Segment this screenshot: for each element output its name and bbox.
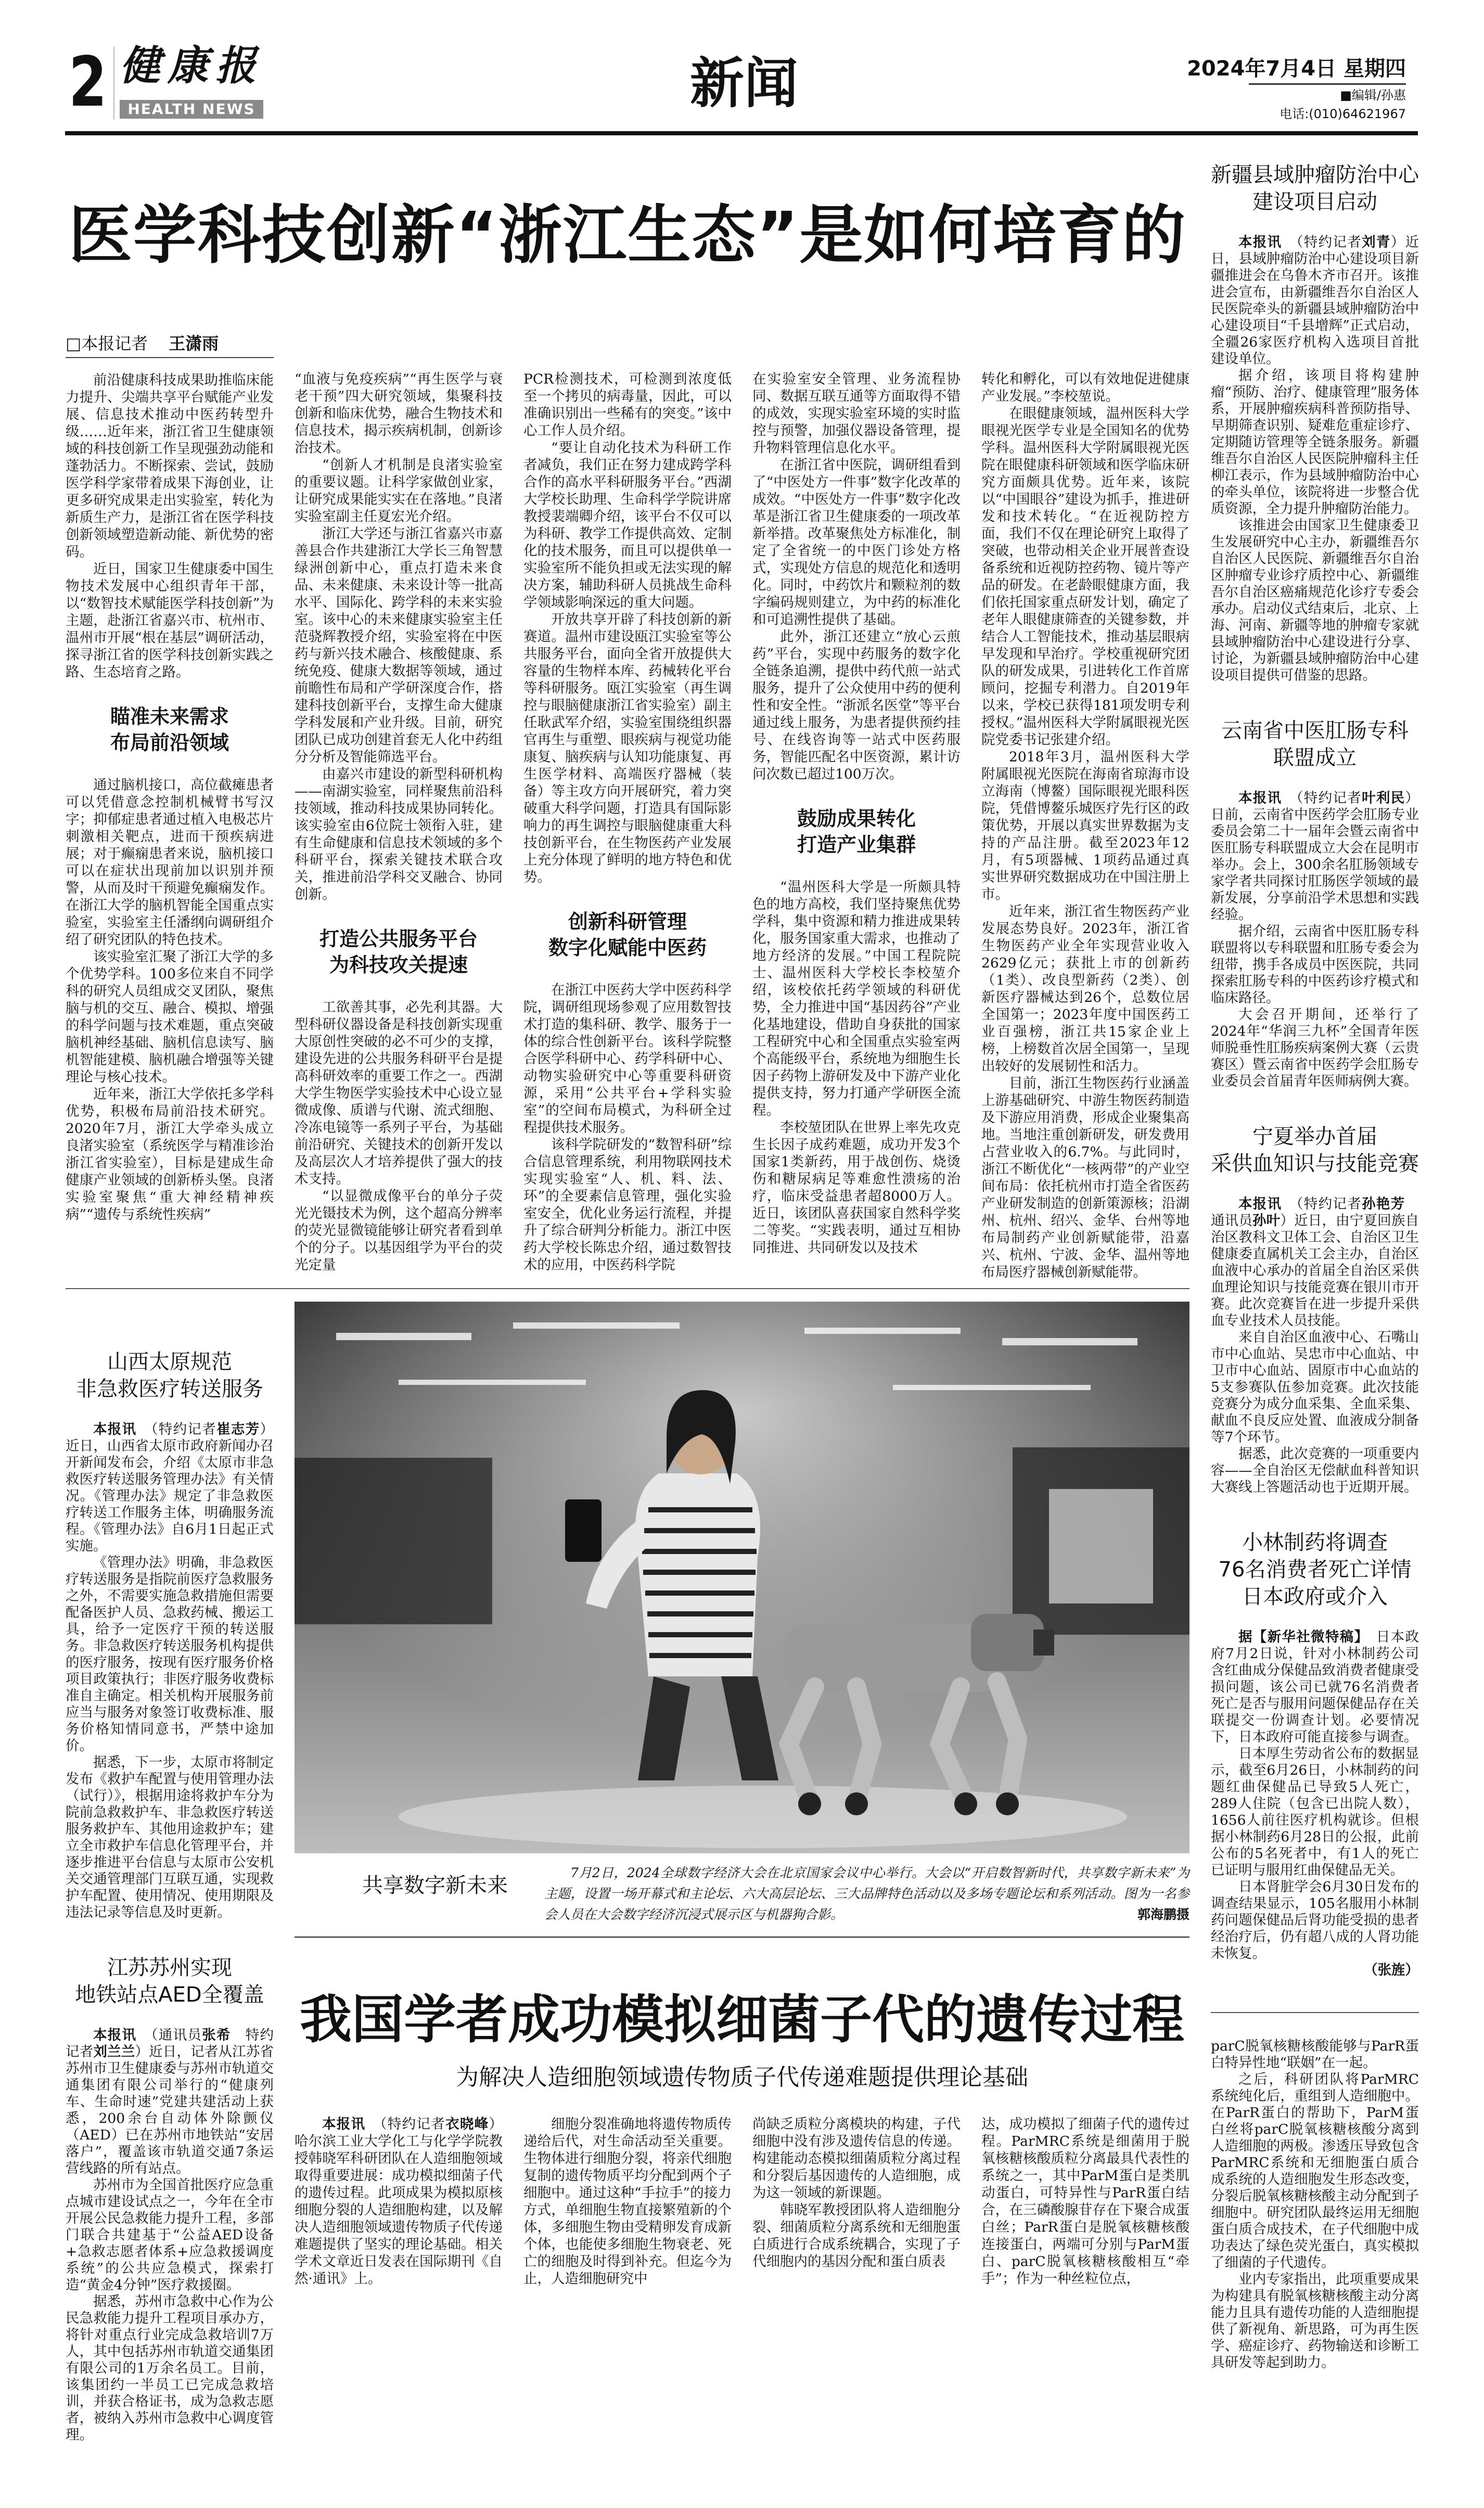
news-brief bbox=[1211, 1529, 1419, 1979]
brief-headline-line: 建设项目启动 bbox=[1252, 190, 1377, 214]
main-article-divider bbox=[66, 1288, 1189, 1289]
news-brief bbox=[1211, 1123, 1419, 1496]
bottom-article-subheadline: 为解决人造细胞领域遗传物质子代传递难题提供理论基础 bbox=[456, 2064, 1028, 2091]
brief-headline-line: 地铁站点AED全覆盖 bbox=[75, 1983, 264, 2007]
brief-headline-line: 小林制药将调查 bbox=[1242, 1531, 1388, 1555]
photo-caption-row bbox=[295, 1863, 1189, 1925]
lead-paragraph bbox=[1211, 1629, 1419, 1746]
paragraph: 《管理办法》明确，非急救医疗转送服务是指院前医疗急救服务之外，不需要实施急救措施但需要配备医护人员、急救药械、搬运工具，给予一定医疗干预的转送服务。非急救医疗转送服务机构提供的医疗服务，按现有医疗服务价格项目政策执行；非医疗服务收费标准自主确定。相关机构开展服务前应当与服务对象签订收费标准、服务价格知情同意书，严禁中途加价。 bbox=[66, 1555, 274, 1754]
news-brief bbox=[66, 1954, 274, 2443]
subheading-line: 创新科研管理 bbox=[568, 910, 687, 933]
bottom-article-column bbox=[295, 2116, 503, 2287]
paragraph: 据介绍，云南省中医肛肠专科联盟将以专科联盟和肛肠专委会为纽带，携手各成员中医医院，共同探索肛肠专科的中医药诊疗模式和临床路径。 bbox=[1211, 923, 1419, 1006]
brief-headline-line: 宁夏举办首届 bbox=[1252, 1125, 1377, 1149]
subheading-line: 瞄准未来需求 bbox=[110, 705, 229, 728]
lead-text: （通讯员 bbox=[136, 2027, 202, 2043]
dateline-bold: 叶利民 bbox=[1362, 790, 1405, 806]
dateline-bold: 据【新华社微特稿】 bbox=[1238, 1629, 1362, 1645]
brief-headline-line: 非急救医疗转送服务 bbox=[76, 1377, 263, 1401]
dateline-bold: 本报讯 bbox=[1238, 234, 1282, 250]
photo-caption bbox=[544, 1863, 1189, 1925]
paragraph: 韩晓军教授团队将人造细胞分裂、细菌质粒分离系统和无细胞蛋白质进行合成系统耦合，实现了子代细胞内的基因分配和蛋白质表 bbox=[752, 2201, 961, 2270]
dateline-bold: 本报讯 bbox=[1238, 790, 1282, 806]
continuation-divider bbox=[1211, 2012, 1419, 2013]
main-headline: 医学科技创新“浙江生态”是如何培育的 bbox=[68, 198, 1187, 272]
section-title: 新闻 bbox=[689, 52, 798, 115]
brief-headline-line: 新疆县域肿瘤防治中心 bbox=[1211, 163, 1419, 187]
dateline-bold: 刘兰兰 bbox=[93, 2044, 135, 2060]
paragraph: 来自自治区血液中心、石嘴山市中心血站、吴忠市中心血站、中卫市中心血站、固原市中心血站的5支参赛队伍参加竞赛。此次技能竞赛分为成分血采集、全血采集、献血不良反应处置、血液成分制备等7个环节。 bbox=[1211, 1329, 1419, 1445]
brief-headline bbox=[1211, 1123, 1419, 1177]
brief-headline-line: 联盟成立 bbox=[1273, 746, 1357, 770]
newspaper-logo: 健康报 bbox=[120, 42, 264, 90]
byline bbox=[66, 333, 274, 358]
left-column-briefs bbox=[66, 1348, 274, 2477]
editor-phone: 电话:(010)64621967 bbox=[1280, 107, 1406, 121]
paragraph: 浙江大学还与浙江省嘉兴市嘉善县合作共建浙江大学长三角智慧绿洲创新中心，重点打造未来食品、未来健康、未来设计等一批高水平、国际化、跨学科的未来实验室。该中心的未来健康实验室主任范骁辉教授介绍，实验室将在中医药与新兴技术融合、核酸健康、系统免疫、健康大数据等领域，通过前瞻性布局和产学研深度合作，搭建科技创新平台，支撑生命大健康学科发展和产业升级。目前，研究团队已成功创建首套无人化中药组分分析及智能筛选平台。 bbox=[295, 526, 503, 765]
brief-headline bbox=[1211, 717, 1419, 771]
bottom-article-column bbox=[523, 2116, 732, 2287]
paragraph: 该推进会由国家卫生健康委卫生发展研究中心主办，新疆维吾尔自治区人民医院、新疆维吾尔自治区肿瘤专业诊疗质控中心、新疆维吾尔自治区癌痛规范化诊疗专委会承办。启动仪式结束后，北京、上海、河南、新疆等地的肿瘤专家就县域肿瘤防治中心建设进行分享、讨论，为新疆县域肿瘤防治中心建设项目提供可借鉴的思路。 bbox=[1211, 517, 1419, 683]
date-underline bbox=[1249, 83, 1406, 85]
photo-caption-text: 7月2日，2024全球数字经济大会在北京国家会议中心举行。大会以“开启数智新时代，共享数字新未来”为主题，设置一场开幕式和主论坛、六大高层论坛、三大品牌特色活动以及多场专题论坛和系列活动。图为一名参会人员在大会数字经济沉浸式展示区与机器狗合影。 bbox=[544, 1865, 1189, 1922]
byline-name: 王潇雨 bbox=[169, 334, 219, 353]
paragraph: 日本肾脏学会6月30日发布的调查结果显示，105名服用小林制药问题保健品后肾功能受损的患者经治疗后，仍有超八成的人肾功能未恢复。 bbox=[1211, 1879, 1419, 1962]
paragraph: 尚缺乏质粒分离模块的构建，子代细胞中没有涉及遗传信息的传递。构建能动态模拟细菌质粒分离过程和分裂后基因遗传的人造细胞，成为这一领域的新课题。 bbox=[752, 2116, 961, 2201]
subheading-line: 为科技攻关提速 bbox=[329, 953, 468, 976]
lead-paragraph bbox=[1211, 234, 1419, 367]
main-article-column bbox=[66, 333, 274, 1223]
paragraph: “温州医科大学是一所颇具特色的地方高校，我们坚持聚焦优势学科，集中资源和精力推进成果转化，服务国家重大需求，也推动了地方经济的发展。”中国工程院院士、温州医科大学校长李校堃介绍，该校依托药学领域的科研优势，全力推进中国“基因药谷”产业化基地建设，借助自身获批的国家工程研究中心和全国重点实验室两个高能级平台，系统地为细胞生长因子药物上游研发及中下游产业化提供支持，努力打通产学研医全流程。 bbox=[752, 879, 961, 1118]
dateline-bold: 崔志芳 bbox=[216, 1421, 260, 1437]
lead-text: （特约记者 bbox=[1282, 790, 1362, 806]
brief-headline bbox=[66, 1348, 274, 1403]
dateline-bold: 衣晓峰 bbox=[445, 2116, 489, 2132]
bottom-article-body bbox=[295, 2116, 1189, 2287]
subheading-line: 数字化赋能中医药 bbox=[548, 936, 707, 959]
paragraph: “血液与免疫疾病”“再生医学与衰老干预”四大研究领域，集聚科技创新和临床优势，融合生物技术和信息技术，揭示疾病机制，创新诊治技术。 bbox=[295, 371, 503, 456]
brief-headline bbox=[1211, 1529, 1419, 1610]
paragraph: 此外，浙江还建立“放心云煎药”平台，实现中药服务的数字化全链条追溯，提供中药代煎一站式服务，提升了公众使用中药的便利性和安全性。“浙派名医堂”等平台通过线上服务，为患者提供预约挂号、在线咨询等一站式中医药服务，智能匹配名中医资源，累计访问次数已超过100万次。 bbox=[752, 629, 961, 782]
section-subheading bbox=[66, 704, 274, 756]
news-brief bbox=[1211, 717, 1419, 1090]
lead-paragraph bbox=[66, 2027, 274, 2177]
header-rule bbox=[65, 131, 1418, 135]
paragraph: 近日，国家卫生健康委中国生物技术发展中心组织青年干部，以“数智技术赋能医学科技创新”为主题，赴浙江省嘉兴市、杭州市、温州市开展“根在基层”调研活动，探寻浙江省的医学科技创新实践之路、生态培育之路。 bbox=[66, 561, 274, 680]
main-article-column bbox=[752, 371, 961, 1256]
brief-headline-line: 采供血知识与技能竞赛 bbox=[1211, 1152, 1419, 1176]
subheading-line: 布局前沿领域 bbox=[110, 731, 229, 754]
paragraph: parC脱氧核糖核酸能够与ParR蛋白特异性地“联姻”在一起。 bbox=[1211, 2038, 1419, 2071]
subheading-line: 鼓励成果转化 bbox=[797, 807, 916, 830]
paragraph: 在眼健康领域，温州医科大学眼视光医学专业是全国知名的优势学科。温州医科大学附属眼视光医院在眼健康科研领域和医学临床研究方面颇具优势。近年来，该院以“中国眼谷”建设为抓手，推进研发和技术转化。“在近视防控方面，我们不仅在理论研究上取得了突破，也带动相关企业开展普查设备系统和近视防控药物、镜片等产品的研发。在老龄眼健康方面，我们依托国家重点研发计划，确定了老年人眼健康筛查的关键参数，并结合人工智能技术，推动基层眼病早发现和早治疗。学校重视研究团队的研发成果，引进转化工作首席顾问，挖掘专利潜力。自2019年以来，学校已获得181项发明专利授权。”温州医科大学附属眼视光医院党委书记张建介绍。 bbox=[981, 405, 1189, 748]
paragraph: 2018年3月，温州医科大学附属眼视光医院在海南省琼海市设立海南（博鳌）国际眼视光眼科医院，凭借博鳌乐城医疗先行区的政策优势，开展以真实世界数据为支持的产品注册。截至2023年12月，有5项器械、1项药品通过真实世界研究数据成功在中国注册上市。 bbox=[981, 749, 1189, 902]
lead-text: ）近日，山西省太原市政府新闻办召开新闻发布会，介绍《太原市非急救医疗转送服务管理办法》有关情况。《管理办法》规定了非急救医疗转送工作服务主体，明确服务流程。《管理办法》自6月1日起正式实施。 bbox=[66, 1421, 274, 1554]
newspaper-logo-english: HEALTH NEWS bbox=[120, 100, 263, 119]
paragraph: 开放共享开辟了科技创新的新赛道。温州市建设瓯江实验室等公共服务平台，面向全省开放提供大容量的生物样本库、药械转化平台等科研服务。瓯江实验室（再生调控与眼脑健康浙江省实验室）副主任耿武军介绍，实验室围绕组织器官再生与重塑、眼疾病与视觉功能康复、脑疾病与认知功能康复、再生医学材料、高端医疗器械（装备）等主攻方向开展研究，着力突破重大科学问题，打造具有国际影响力的再生调控与眼脑健康重大科技创新平台，在生物医药产业发展上充分体现了鲜明的地方特色和优势。 bbox=[523, 612, 732, 885]
news-brief bbox=[1211, 161, 1419, 684]
right-column-briefs bbox=[1211, 161, 1419, 1979]
section-subheading bbox=[295, 926, 503, 978]
lead-text: （特约记者 bbox=[1282, 234, 1362, 250]
lead-text: ）日前，云南省中医药学会肛肠专业委员会第二十一届年会暨云南省中医肛肠专科联盟成立大会在昆明市举办。会上，300余名肛肠领域专家学者共同探讨肛肠医学领域的最新发展，分享前沿学术思想和实践经验。 bbox=[1211, 790, 1419, 923]
paragraph: 前沿健康科技成果助推临床能力提升、尖端共享平台赋能产业发展、信息技术推动中医药转型升级……近年来，浙江省卫生健康领域的科技创新工作呈现强劲动能和蓬勃活力。不断探索、尝试，鼓励医学科学家带着成果下海创业，让更多研究成果走出实验室，转化为新质生产力，是浙江省在医学科技创新领域塑造新动能、新优势的密码。 bbox=[66, 372, 274, 560]
paragraph: 转化和孵化，可以有效地促进健康产业发展。”李校堃说。 bbox=[981, 371, 1189, 404]
paragraph: 据悉，下一步，太原市将制定发布《救护车配置与使用管理办法（试行）》，根据用途将救护车分为院前急救救护车、非急救医疗转送服务救护车、其他用途救护车；建立全市救护车信息化管理平台，并逐步推进平台信息与太原市公安机关交通管理部门互联互通，实现救护车配置、使用情况、使用期限及违法记录等信息及时更新。 bbox=[66, 1754, 274, 1920]
paragraph: 通过脑机接口，高位截瘫患者可以凭借意念控制机械臂书写汉字；抑郁症患者通过植入电极芯片刺激相关靶点，进而干预疾病进展；对于癫痫患者来说，脑机接口可以在症状出现前加以识别并预警，从而及时干预避免癫痫发作。在浙江大学的脑机智能全国重点实验室，实验室主任潘纲向调研组介绍了研究团队的特色技术。 bbox=[66, 777, 274, 948]
photo-credit: 郭海鹏摄 bbox=[1137, 1907, 1189, 1922]
paragraph: 日本厚生劳动省公布的数据显示，截至6月26日，小林制药的问题红曲保健品已导致5人死亡，289人住院（包含已出院人数），1656人前往医疗机构就诊。但根据小林制药6月28日的公报，此前公布的5名死者中，有1人的死亡已证明与服用红曲保健品无关。 bbox=[1211, 1746, 1419, 1878]
lead-paragraph bbox=[295, 2116, 503, 2287]
lead-text: ）近日，记者从江苏省苏州市卫生健康委与苏州市轨道交通集团有限公司举行的“健康列车、生命时速”党建共建活动上获悉，200余台自动体外除颤仪（AED）已在苏州市地铁站“安居落户”，覆盖该市轨道交通7条运营线路的所有站点。 bbox=[66, 2044, 274, 2176]
lower-center-section bbox=[295, 1302, 1189, 2287]
news-brief bbox=[66, 1348, 274, 1921]
lead-paragraph bbox=[1211, 790, 1419, 923]
byline-label: □本报记者 bbox=[66, 334, 148, 353]
lead-text: 通讯员 bbox=[1211, 1196, 1419, 1229]
brief-headline-line: 江苏苏州实现 bbox=[107, 1956, 232, 1980]
logo-divider bbox=[113, 47, 114, 120]
dateline-bold: 本报讯 bbox=[93, 2027, 137, 2043]
lead-text: 特约记者 bbox=[66, 2027, 274, 2060]
dateline-bold: 孙叶 bbox=[1252, 1213, 1281, 1229]
dateline-bold: 本报讯 bbox=[322, 2116, 366, 2132]
dateline-bold: 本报讯 bbox=[93, 1421, 137, 1437]
dateline-bold: 孙艳芳 bbox=[1362, 1196, 1405, 1212]
dateline-bold: 刘青 bbox=[1362, 234, 1391, 250]
main-article-column bbox=[295, 371, 503, 1274]
paragraph: PCR检测技术，可检测到浓度低至一个拷贝的病毒量，因此，可以准确识别出一些稀有的突变。”该中心工作人员介绍。 bbox=[523, 371, 732, 439]
main-article-column bbox=[523, 371, 732, 1274]
paragraph: 业内专家指出，此项重要成果为构建具有脱氧核糖核酸主动分离能力且具有遗传功能的人造细胞提供了新视角、新思路，可为再生医学、癌症诊疗、药物输送和诊断工具研发等起到助力。 bbox=[1211, 2271, 1419, 2371]
section-subheading bbox=[523, 909, 732, 961]
brief-headline bbox=[66, 1954, 274, 2008]
dateline-bold: 张希 bbox=[202, 2027, 231, 2043]
paragraph: 目前，浙江生物医药行业涵盖上游基础研究、中游生物医药制造及下游应用消费，形成企业聚集高地。当地注重创新研发，研发费用占营业收入的6.7%。与此同时，浙江不断优化“一核两带”的产业空间布局：依托杭州市打造全省医药产业研发制造的创新策源核；沿湖州、杭州、绍兴、金华、台州等地布局制药产业创新赋能带，沿嘉兴、杭州、宁波、金华、温州等地布局医疗器械创新赋能带。 bbox=[981, 1075, 1189, 1280]
paragraph: 李校堃团队在世界上率先攻克生长因子成药难题，成功开发3个国家1类新药，用于战创伤、烧烫伤和糖尿病足等难愈性溃疡的治疗，临床受益患者超8000万人。近日，该团队喜获国家自然科学奖二等奖。“实践表明，通过互相协同推进、共同研发以及技术 bbox=[752, 1119, 961, 1256]
bottom-article-headline: 我国学者成功模拟细菌子代的遗传过程 bbox=[300, 1989, 1184, 2050]
brief-headline-line: 76名消费者死亡详情 bbox=[1218, 1558, 1412, 1582]
paragraph: 据悉，此次竞赛的一项重要内容——全自治区无偿献血科普知识大赛线上答题活动也于近期开展。 bbox=[1211, 1446, 1419, 1495]
main-article-column bbox=[981, 371, 1189, 1281]
paragraph: 在浙江中医药大学中医药科学院，调研组现场参观了应用数智技术打造的集科研、教学、服务于一体的综合性创新平台。该科学院整合医学科研中心、药学科研中心、动物实验研究中心等重要科研资源，采用“公共平台+学科实验室”的空间布局模式，为科研全过程提供技术服务。 bbox=[523, 982, 732, 1136]
main-article-body bbox=[66, 333, 1189, 1281]
paragraph: 达，成功模拟了细菌子代的遗传过程。ParMRC系统是细菌用于脱氧核糖核酸质粒分离最具代表性的系统之一，其中ParM蛋白是类肌动蛋白，可特异性与ParR蛋白结合，在三磷酸腺苷存在下聚合成蛋白丝；ParR蛋白是脱氧核糖核酸连接蛋白，两端可分别与ParM蛋白、parC脱氧核糖核酸相互“牵手”；作为一种丝粒位点， bbox=[981, 2116, 1189, 2287]
lead-text: （特约记者 bbox=[365, 2116, 446, 2132]
lead-text: ）近日，由宁夏回族自治区教科文卫体工会、自治区卫生健康委直属机关工会主办，自治区血液中心承办的首届全自治区采供血理论知识与技能竞赛在银川市开赛。此次竞赛旨在进一步提升采供血专业技术人员技能。 bbox=[1211, 1213, 1419, 1329]
subheading-line: 打造产业集群 bbox=[797, 833, 916, 856]
paragraph: 苏州市为全国首批医疗应急重点城市建设试点之一，今年在全市开展公民急救能力提升工程，多部门联合共建基于“公益AED设备+急救志愿者体系+应急救援调度系统”的公共应急模式，探索打造“黄金4分钟”医疗救援圈。 bbox=[66, 2177, 274, 2293]
paragraph: “要让自动化技术为科研工作者减负，我们正在努力建成跨学科合作的高水平科研服务平台。”西湖大学校长助理、生命科学学院讲席教授裴端卿介绍，该平台不仅可以为科研、教学工作提供高效、定制化的技术服务，而且可以提供单一实验室所不能负担或无法实现的解决方案，辅助科研人员挑战生命科学领域影响深远的重大问题。 bbox=[523, 440, 732, 610]
photo-divider bbox=[295, 1937, 1189, 1938]
paragraph: 据悉，苏州市急救中心作为公民急救能力提升工程项目承办方，将针对重点行业完成急救培训7万人，其中包括苏州市轨道交通集团有限公司的1万余名员工。目前，该集团约一半员工已完成急救培训，并获合格证书，成为急救志愿者，被纳入苏州市急救中心调度管理。 bbox=[66, 2294, 274, 2443]
paragraph: “以显微成像平台的单分子荧光光镊技术为例，这个超高分辨率的荧光显微镜能够让研究者看到单个的分子。以基因组学为平台的荧光定量 bbox=[295, 1188, 503, 1273]
news-photo-robot-dog bbox=[295, 1302, 1189, 1853]
section-subheading bbox=[752, 806, 961, 858]
subheading-line: 打造公共服务平台 bbox=[319, 927, 478, 950]
paragraph: “创新人才机制是良渚实验室的重要议题。让科学家做创业家，让研究成果能实实在在落地。”良渚实验室副主任夏宏光介绍。 bbox=[295, 457, 503, 525]
lead-text: ）近日，县域肿瘤防治中心建设项目新疆推进会在乌鲁木齐市召开。该推进会宣布，由新疆维吾尔自治区人民医院牵头的新疆县域肿瘤防治中心建设项目“千县增辉”正式启动，全疆26家医疗机构入选项目首批建设单位。 bbox=[1211, 234, 1419, 367]
page-number: 2 bbox=[69, 42, 107, 122]
lead-text: （特约记者 bbox=[1282, 1196, 1362, 1212]
paragraph: 由嘉兴市建设的新型科研机构——南湖实验室，同样聚焦前沿科技领域，推动科技成果协同转化。该实验室由6位院士领衔入驻，建有生命健康和信息技术领域的多个科研平台，探索关键技术联合攻关，推进前沿学科交叉融合、协同创新。 bbox=[295, 766, 503, 902]
paragraph: 之后，科研团队将ParMRC系统纯化后，重组到人造细胞中。在ParR蛋白的帮助下，ParM蛋白丝将parC脱氧核糖核酸分离到人造细胞的两极。渗透压导致包含ParMRC系统和无细胞蛋白质合成系统的人造细胞发生形态改变，分裂后脱氧核糖核酸主动分配到子细胞中。研究团队最终运用无细胞蛋白质合成技术，在子代细胞中成功表达了绿色荧光蛋白，真实模拟了细菌的子代遗传。 bbox=[1211, 2071, 1419, 2271]
paragraph: 近年来，浙江大学依托多学科优势，积极布局前沿技术研究。2020年7月，浙江大学牵头成立良渚实验室（系统医学与精准诊治浙江省实验室），目标是建成生命健康产业领域的创新桥头堡。良渚实验室聚焦“重大神经精神疾病”“遗传与系统性疾病” bbox=[66, 1086, 274, 1223]
brief-headline-line: 云南省中医肛肠专科 bbox=[1221, 719, 1409, 743]
paragraph: 大会召开期间，还举行了2024年“华润三九杯”全国青年医师脱垂性肛肠疾病案例大赛（云贵赛区）暨云南省中医药学会肛肠专业委员会首届青年医师病例大赛。 bbox=[1211, 1007, 1419, 1089]
lead-text: 日本政府7月2日说，针对小林制药公司含红曲成分保健品致消费者健康受损问题，该公司已就76名消费者死亡是否与服用问题保健品存在关联提交一份调查计划。必要情况下，日本政府可能直接参与调查。 bbox=[1211, 1629, 1419, 1745]
bottom-article-column bbox=[981, 2116, 1189, 2287]
lead-paragraph bbox=[66, 1421, 274, 1555]
paragraph: 在浙江省中医院，调研组看到了“中医处方一件事”数字化改革的成效。“中医处方一件事”数字化改革是浙江省卫生健康委的一项改革新举措。改革聚焦处方标准化，制定了全省统一的中医门诊处方格式，实现处方信息的规范化和透明化。同时，中药饮片和颗粒剂的数字编码规则建立，为中药的标准化和可追溯性提供了基础。 bbox=[752, 457, 961, 628]
issue-date: 2024年7月4日 星期四 bbox=[1187, 57, 1406, 81]
photo-illustration bbox=[295, 1302, 1189, 1853]
paragraph: 近年来，浙江省生物医药产业发展态势良好。2023年，浙江省生物医药产业全年实现营业收入2629亿元；获批上市的创新药（1类）、改良型新药（2类）、创新医疗器械达到26个，总数位居全国第一；2023年度中国医药工业百强榜，浙江共15家企业上榜，上榜数首次居全国第一，呈现出较好的发展韧性和活力。 bbox=[981, 903, 1189, 1074]
dateline-bold: 本报讯 bbox=[1238, 1196, 1282, 1212]
paragraph: 据介绍，该项目将构建肿瘤“预防、治疗、健康管理”服务体系，开展肿瘤疾病科普预防指导、早期筛查识别、疑难危重症诊疗、定期随访管理等全链条服务。新疆维吾尔自治区人民医院肿瘤科主任柳江表示，作为县域肿瘤防治中心的牵头单位，该院将进一步整合优质资源，全力提升肿瘤防治能力。 bbox=[1211, 367, 1419, 517]
photo-title: 共享数字新未来 bbox=[362, 1874, 508, 1898]
brief-headline bbox=[1211, 161, 1419, 215]
paragraph: 该科学院研发的“数智科研”综合信息管理系统，利用物联网技术实现实验室“人、机、料、法、环”的全要素信息管理，强化实验室安全，优化业务运行流程，并提升了综合研判分析能力。浙江中医药大学校长陈忠介绍，通过数智技术的应用，中医药科学院 bbox=[523, 1137, 732, 1273]
lead-text: （特约记者 bbox=[136, 1421, 217, 1437]
paragraph: 该实验室汇聚了浙江大学的多个优势学科。100多位来自不同学科的研究人员组成交叉团队，聚焦脑与机的交互、融合、模拟、增强的科学问题与技术难题，重点突破脑机神经基础、脑机信息读写、脑机智能建模、脑机融合增强等关键理论与核心技术。 bbox=[66, 949, 274, 1085]
editor-credit: ■编辑/孙惠 bbox=[1340, 88, 1406, 103]
paragraph: 细胞分裂准确地将遗传物质传递给后代，对生命活动至关重要。生物体进行细胞分裂，将亲代细胞复制的遗传物质平均分配到两个子细胞中。通过这种“手拉手”的接力方式，单细胞生物直接繁殖新的个体，多细胞生物由受精卵发育成新个体，也能使多细胞生物衰老、死亡的细胞及时得到补充。但迄今为止，人造细胞研究中 bbox=[523, 2116, 732, 2287]
author-signature: （张旌） bbox=[1364, 1962, 1419, 1978]
paragraph: 工欲善其事，必先利其器。大型科研仪器设备是科技创新实现重大原创性突破的必不可少的支撑，建设先进的公共服务科研平台是提高科研效率的重要工作之一。西湖大学生物医学实验技术中心设立显微成像、质谱与代谢、流式细胞、冷冻电镜等一系列子平台，为基础前沿研究、关键技术的创新开发以及高层次人才培养提供了强大的技术支持。 bbox=[295, 999, 503, 1187]
bottom-article-continuation bbox=[1211, 2038, 1419, 2371]
brief-headline-line: 山西太原规范 bbox=[107, 1350, 232, 1374]
lead-text: ）哈尔滨工业大学化工与化学学院教授韩晓军科研团队在人造细胞领域取得重要进展：成功模拟细菌子代的遗传过程。此项成果为模拟原核细胞分裂的人造细胞构建，以及解决人造细胞领域遗传物质子代传递难题提供了坚实的理论基础。相关学术文章近日发表在国际期刊《自然·通讯》上。 bbox=[295, 2116, 503, 2287]
right-column bbox=[1211, 161, 1419, 2371]
brief-headline-line: 日本政府或介入 bbox=[1242, 1585, 1388, 1609]
bottom-article-column bbox=[752, 2116, 961, 2270]
paragraph: 在实验室安全管理、业务流程协同、数据互联互通等方面取得不错的成效，实现实验室环境的实时监控与预警，加强仪器设备管理，提升物料管理信息化水平。 bbox=[752, 371, 961, 456]
lead-paragraph bbox=[1211, 1196, 1419, 1329]
